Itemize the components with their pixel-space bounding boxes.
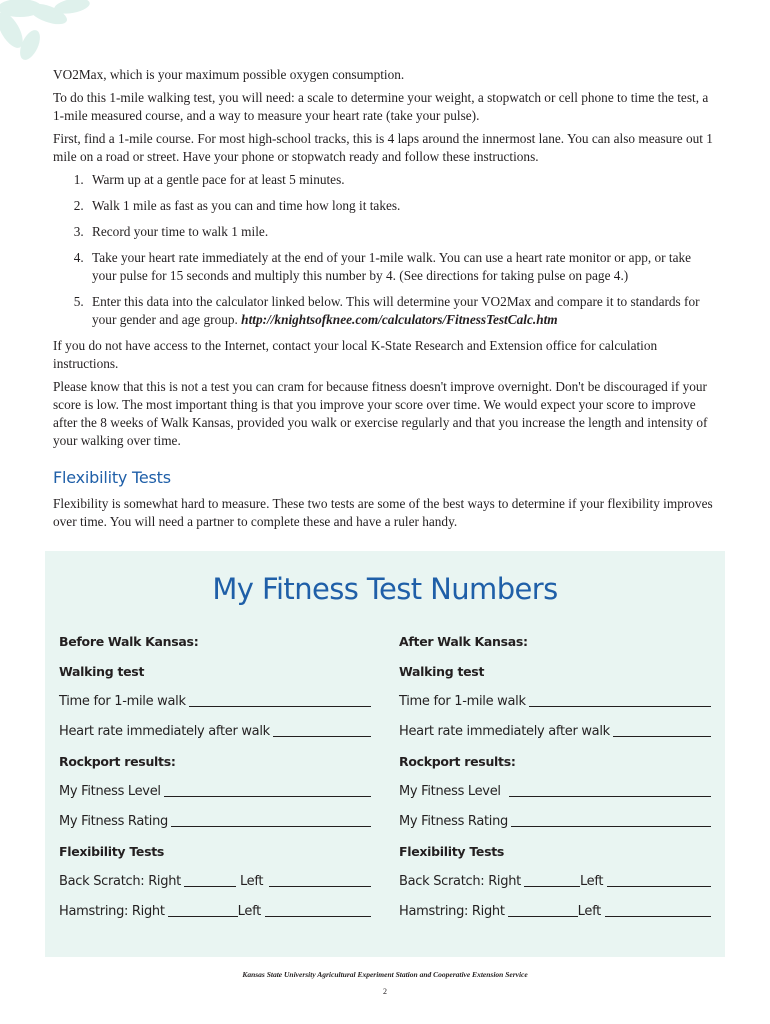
back-scratch-label: Back Scratch: Right — [399, 874, 521, 889]
fitness-rating-label: My Fitness Rating — [399, 814, 509, 829]
footer-credit: Kansas State University Agricultural Experiment Station and Cooperative Extension Service — [242, 970, 528, 979]
list-item: 4. Take your heart rate immediately at the end of your 1-mile walk. You can use a heart rate monitor or app, or take your pulse for 15 seconds and multiply this number by 4. (See directions for taking pulse on page 4.) — [87, 249, 716, 285]
fitness-level-row — [59, 784, 371, 814]
cram-paragraph: Please know that this is not a test you can cram for because fitness doesn't improve overnight. Don't be discouraged if your score is low. The most important thing is that you improve your score over time. We would expect your score to improve after the 8 weeks of Walk Kansas, provided you walk or exercise regularly and that you increase the length and intensity of your walking over time. — [53, 379, 708, 448]
corner-flower-decoration — [0, 0, 110, 70]
heart-rate-blank[interactable] — [613, 724, 711, 737]
time-label: Time for 1-mile walk — [399, 694, 526, 709]
hamstring-right-blank[interactable] — [508, 904, 578, 917]
intro-paragraph-2: To do this 1-mile walking test, you will need: a scale to determine your weight, a stopwatch or cell phone to time the test, a 1-mile measured course, and a way to measure your heart rate (take your pulse). — [53, 90, 709, 123]
fitness-level-row — [399, 784, 711, 814]
panel-title: My Fitness Test Numbers — [212, 572, 558, 606]
hamstring-left-blank[interactable] — [605, 904, 711, 917]
hamstring-right-blank[interactable] — [168, 904, 238, 917]
heart-rate-blank[interactable] — [273, 724, 371, 737]
walking-test-label: Walking test — [399, 664, 485, 679]
left-label: Left — [577, 904, 601, 919]
instruction-list — [53, 171, 716, 329]
fitness-rating-row — [399, 814, 711, 844]
flexibility-tests-label: Flexibility Tests — [399, 844, 505, 859]
before-column — [59, 634, 371, 934]
fitness-level-blank[interactable] — [164, 784, 371, 797]
heart-rate-row — [59, 724, 371, 754]
hamstring-row — [59, 904, 371, 934]
hamstring-label: Hamstring: Right — [399, 904, 505, 919]
back-scratch-row — [59, 874, 371, 904]
step-5-text: Enter this data into the calculator linked below. This will determine your VO2Max and compare it to standards for your gender and age group. — [92, 294, 700, 327]
heart-rate-label: Heart rate immediately after walk — [399, 724, 610, 739]
back-scratch-right-blank[interactable] — [524, 874, 580, 887]
fitness-rating-row — [59, 814, 371, 844]
internet-paragraph: If you do not have access to the Internet, contact your local K-State Research and Extension office for calculation instructions. — [53, 338, 658, 371]
flexibility-tests-label: Flexibility Tests — [59, 844, 165, 859]
intro-paragraph-1: VO2Max, which is your maximum possible oxygen consumption. — [53, 67, 405, 82]
list-item: 2. Walk 1 mile as fast as you can and time how long it takes. — [87, 197, 716, 215]
after-heading: After Walk Kansas: — [399, 634, 528, 649]
fitness-rating-label: My Fitness Rating — [59, 814, 169, 829]
fitness-level-label: My Fitness Level — [59, 784, 161, 799]
back-scratch-row — [399, 874, 711, 904]
back-scratch-left-blank[interactable] — [607, 874, 711, 887]
fitness-level-label: My Fitness Level — [399, 784, 501, 799]
fitness-level-blank[interactable] — [509, 784, 711, 797]
list-item: 3. Record your time to walk 1 mile. — [87, 223, 716, 241]
back-scratch-left-blank[interactable] — [269, 874, 371, 887]
list-item: 1. Warm up at a gentle pace for at least 5 minutes. — [87, 171, 716, 189]
time-blank[interactable] — [529, 694, 711, 707]
back-scratch-right-blank[interactable] — [184, 874, 236, 887]
list-item — [87, 293, 716, 329]
intro-paragraph-3: First, find a 1-mile course. For most high-school tracks, this is 4 laps around the innermost lane. You can also measure out 1 mile on a road or street. Have your phone or stopwatch ready and follow these instructions. — [53, 131, 713, 164]
time-row — [399, 694, 711, 724]
after-column — [399, 634, 711, 934]
left-label: Left — [239, 874, 264, 889]
left-label: Left — [579, 874, 604, 889]
fitness-numbers-panel — [45, 551, 725, 957]
heart-rate-row — [399, 724, 711, 754]
rockport-label: Rockport results: — [399, 754, 516, 769]
fitness-rating-blank[interactable] — [511, 814, 711, 827]
page-number: 2 — [383, 987, 387, 996]
before-heading: Before Walk Kansas: — [59, 634, 199, 649]
walking-test-label: Walking test — [59, 664, 145, 679]
calculator-link[interactable]: http://knightsofknee.com/calculators/FitnessTestCalc.htm — [241, 312, 558, 327]
time-row — [59, 694, 371, 724]
back-scratch-label: Back Scratch: Right — [59, 874, 181, 889]
left-label: Left — [237, 904, 261, 919]
heart-rate-label: Heart rate immediately after walk — [59, 724, 270, 739]
fitness-rating-blank[interactable] — [171, 814, 371, 827]
time-blank[interactable] — [189, 694, 371, 707]
flexibility-heading: Flexibility Tests — [53, 468, 171, 487]
flexibility-paragraph: Flexibility is somewhat hard to measure. These two tests are some of the best ways to determine if your flexibility improves over time. You will need a partner to complete these and have a ruler handy. — [53, 496, 713, 529]
hamstring-label: Hamstring: Right — [59, 904, 165, 919]
main-text — [53, 66, 716, 540]
rockport-label: Rockport results: — [59, 754, 176, 769]
hamstring-left-blank[interactable] — [265, 904, 371, 917]
hamstring-row — [399, 904, 711, 934]
time-label: Time for 1-mile walk — [59, 694, 186, 709]
